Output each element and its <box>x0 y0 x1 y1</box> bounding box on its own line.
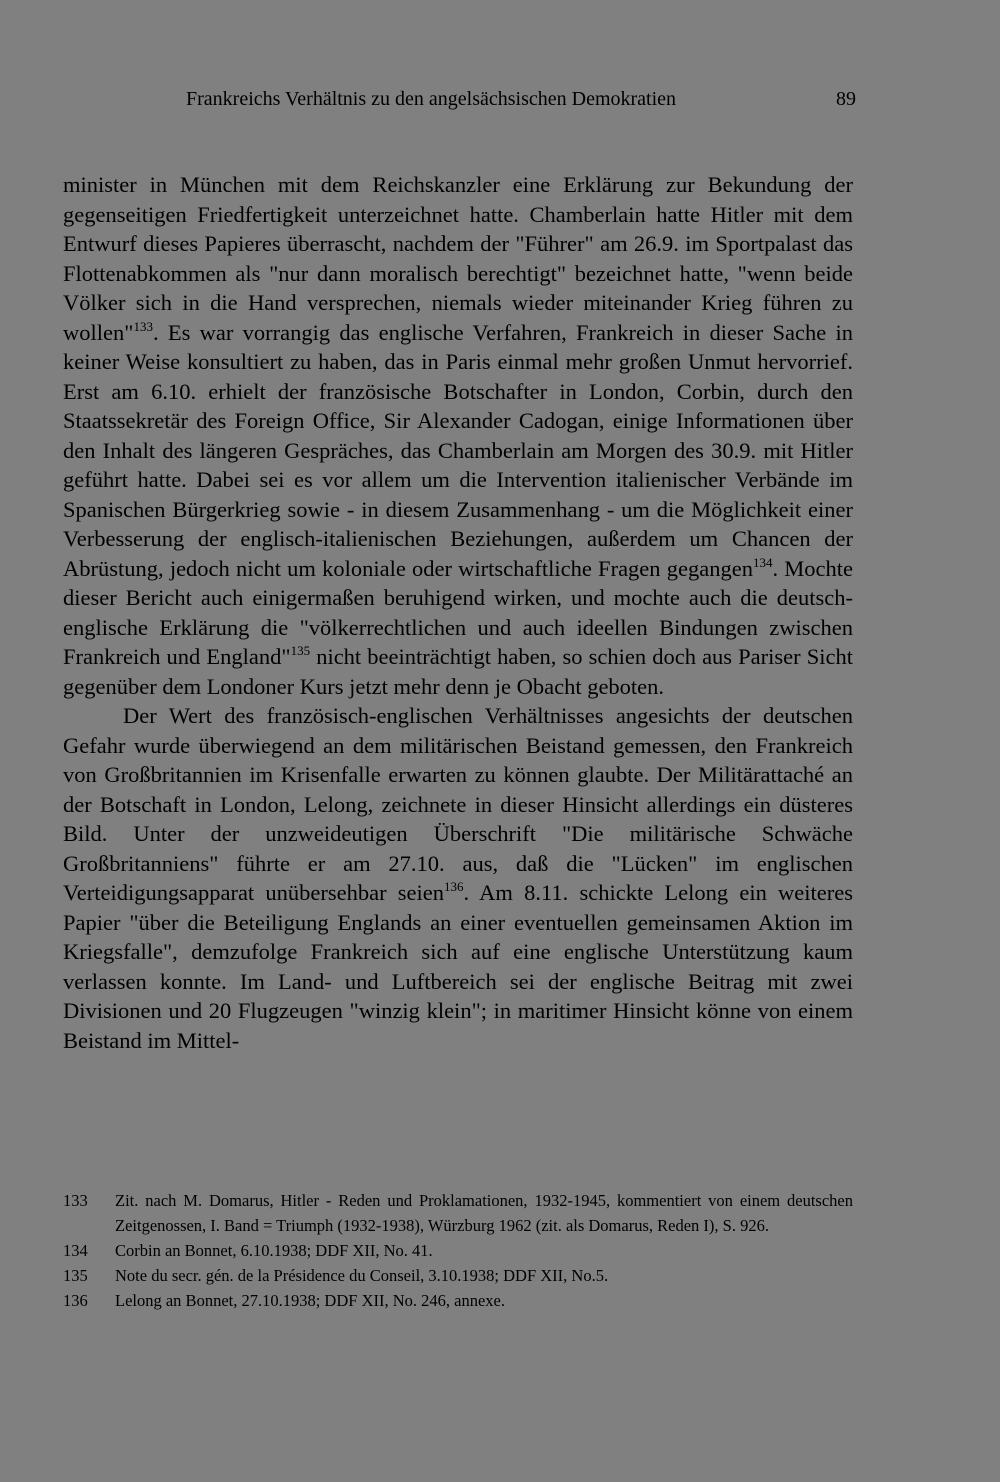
page-number: 89 <box>836 88 856 110</box>
footnote-ref-134: 134 <box>752 554 773 570</box>
paragraph-2-text-b: . Am 8.11. schickte Lelong ein weiteres Papier "über die Beteiligung Englands an einer eventuellen gemeinsamen Aktion im Kriegsfalle", demzufolge Frankreich sich auf eine englische Unterstützung kaum verlassen konnte. Im Land- und Luftbereich sei der englische Beitrag mit zwei Divisionen und 20 Flugzeugen "winzig klein"; in maritimer Hinsicht könne von einem Beistand im Mittel- <box>63 880 853 1053</box>
main-text <box>63 170 853 1055</box>
footnote-text: Zit. nach M. Domarus, Hitler - Reden und Proklamationen, 1932-1945, kommentiert von einem deutschen Zeitgenossen, I. Band = Triumph (1932-1938), Würzburg 1962 (zit. als Domarus, Reden I), S. 926. <box>115 1191 853 1235</box>
paragraph-1 <box>63 170 853 701</box>
running-title: Frankreichs Verhältnis zu den angelsächsischen Demokratien <box>186 88 677 110</box>
paragraph-1-text-d: nicht beeinträchtigt haben, so schien doch aus Pariser Sicht gegenüber dem Londoner Kurs jetzt mehr denn je Obacht geboten. <box>63 644 853 699</box>
paragraph-1-text-b: . Es war vorrangig das englische Verfahren, Frankreich in dieser Sache in keiner Weise konsultiert zu haben, das in Paris einmal mehr großen Unmut hervorrief. Erst am 6.10. erhielt der französische Botschafter in London, Corbin, durch den Staatssekretär des Foreign Office, Sir Alexander Cadogan, einige Informationen über den Inhalt des längeren Gespräches, das Chamberlain am Morgen des 30.9. mit Hitler geführt hatte. Dabei sei es vor allem um die Intervention italienischer Verbände im Spanischen Bürgerkrieg sowie - in diesem Zusammenhang - um die Möglichkeit einer Verbesserung der englisch-italienischen Beziehungen, außerdem um Chancen der Abrüstung, jedoch nicht um koloniale oder wirtschaftliche Fragen gegangen <box>63 319 853 581</box>
paragraph-2 <box>63 701 853 1055</box>
footnotes <box>63 1188 853 1313</box>
footnote-text: Lelong an Bonnet, 27.10.1938; DDF XII, No. 246, annexe. <box>115 1291 505 1310</box>
footnote-number: 133 <box>63 1191 88 1210</box>
footnote-number: 136 <box>63 1291 88 1310</box>
footnote-135 <box>63 1263 853 1288</box>
footnote-number: 135 <box>63 1266 88 1285</box>
footnote-134 <box>63 1238 853 1263</box>
footnote-ref-136: 136 <box>444 879 464 894</box>
paragraph-1-text-c: . Mochte dieser Bericht auch einigermaßen beruhigend wirken, und mochte auch die deutsch-englische Erklärung die "völkerrechtlichen und auch ideellen Bindungen zwischen Frankreich und England" <box>63 555 853 669</box>
footnote-136 <box>63 1288 853 1313</box>
footnote-text: Note du secr. gén. de la Présidence du Conseil, 3.10.1938; DDF XII, No.5. <box>115 1266 609 1285</box>
footnote-ref-133: 133 <box>133 318 153 334</box>
footnote-133 <box>63 1188 853 1238</box>
paragraph-2-text-a: Der Wert des französisch-englischen Verhältnisses angesichts der deutschen Gefahr wurde überwiegend an dem militärischen Beistand gemessen, den Frankreich von Großbritannien im Krisenfalle erwarten zu können glaubte. Der Militärattaché an der Botschaft in London, Lelong, zeichnete in dieser Hinsicht allerdings ein düsteres Bild. Unter der unzweideutigen Überschrift "Die militärische Schwäche Großbritanniens" führte er am 27.10. aus, daß die "Lücken" im englischen Verteidigungsapparat unübersehbar seien <box>63 703 853 905</box>
paragraph-1-text-a: minister in München mit dem Reichskanzler eine Erklärung zur Bekundung der gegenseitigen Friedfertigkeit unterzeichnet hatte. Chamberlain hatte Hitler mit dem Entwurf dieses Papieres überrascht, nachdem der "Führer" am 26.9. im Sportpalast das Flottenabkommen als "nur dann moralisch berechtigt" bezeichnet hatte, "wenn beide Völker sich in die Hand versprechen, niemals wieder miteinander Krieg führen zu wollen" <box>63 172 853 345</box>
footnote-number: 134 <box>63 1241 88 1260</box>
footnote-text: Corbin an Bonnet, 6.10.1938; DDF XII, No. 41. <box>115 1241 433 1260</box>
footnote-ref-135: 135 <box>290 643 311 658</box>
